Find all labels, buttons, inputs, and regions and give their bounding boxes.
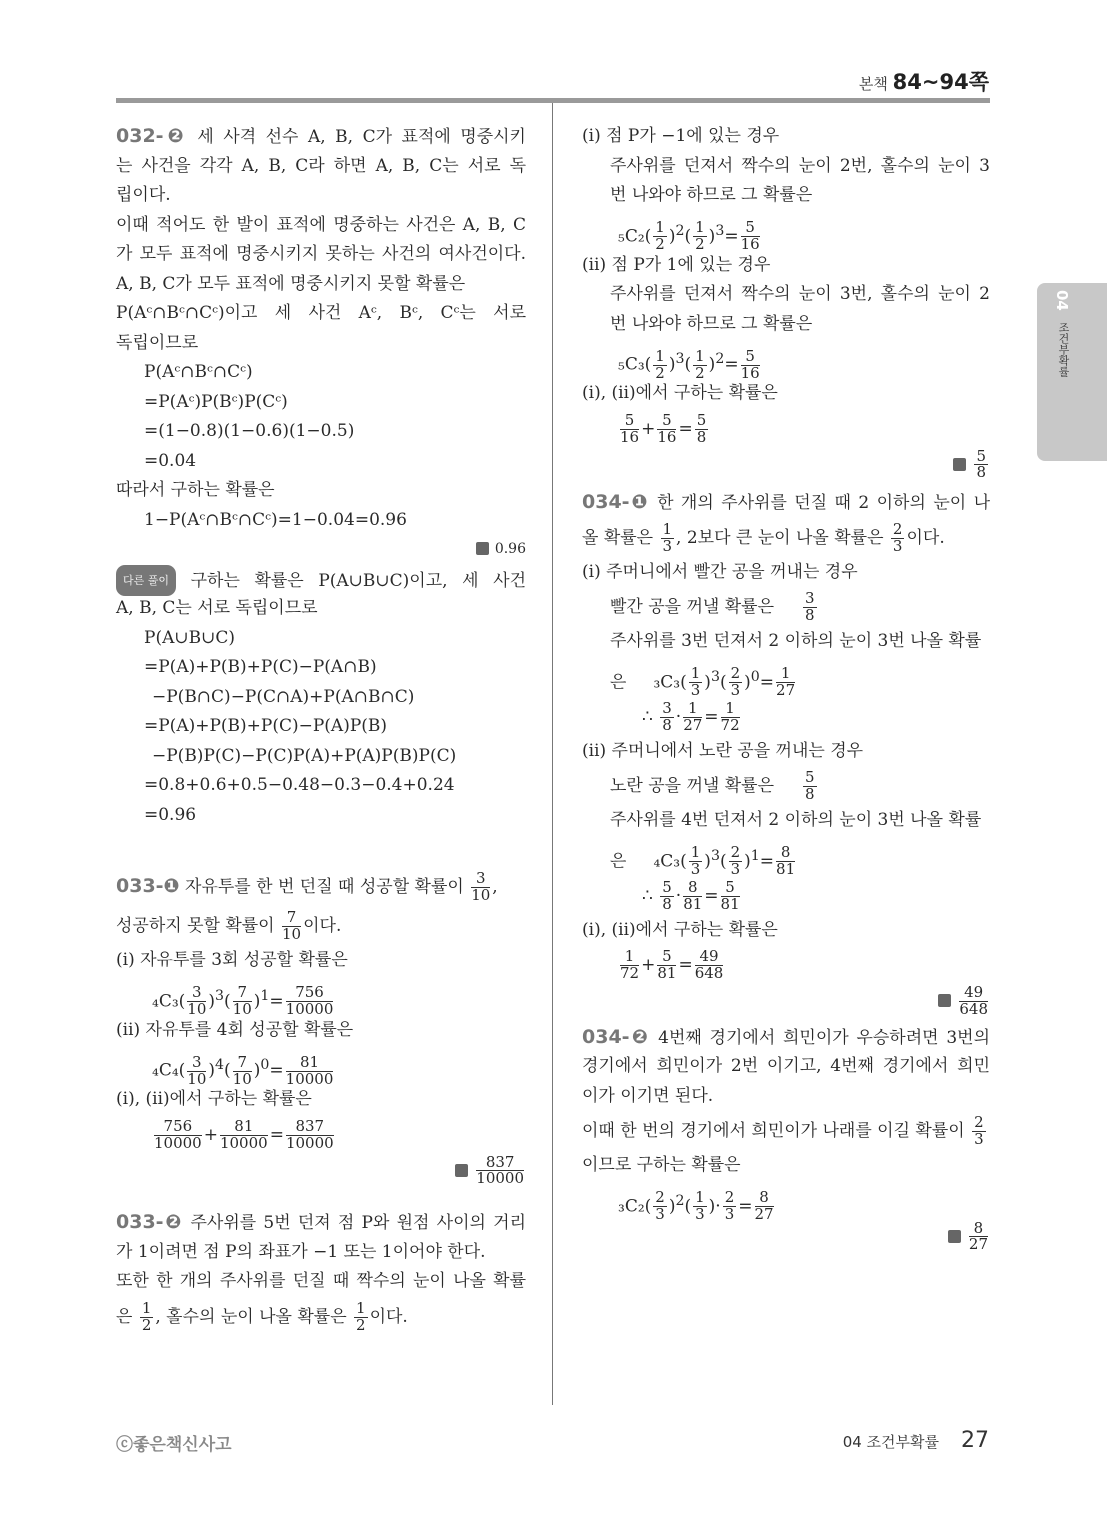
formula: $\frac{5}{16}$ + $\frac{5}{16}$ = $\frac{5}{8}$: [620, 410, 707, 446]
problem-033-2: 033-❷ 주사위를 5번 던져 점 P와 원점 사이의 거리 가 1이려면 점 P의 좌표가 −1 또는 1이어야 한다. 또한 한 개의 주사위를 던질 때 짝수의 눈이 나올 확률 은 $\frac{1}{2}$ , 홀수의 눈이 나올 확률은 $\frac{1}{2}$ 이다.: [116, 1211, 526, 1334]
formula: ∴ $\frac{3}{8}$ · $\frac{1}{27}$ = $\frac{1}{72}$: [642, 698, 740, 734]
problem-032-2: 032-❷ 세 사격 선수 A, B, C가 표적에 명중시키 는 사건을 각각 A, B, C라 하면 A, B, C는 서로 독 립이다. 이때 적어도 한 발이 표적에 명중하는 사건은 A, B, C 가 모두 표적에 명중시키지 못하는 사건의 여사건이다. A, B, C가 모두 표적에 명중시키지 못할 확률은 P(Aᶜ∩Bᶜ∩Cᶜ)이고 세 사건 Aᶜ, Bᶜ, Cᶜ는 서로 독립이므로 P(Aᶜ∩Bᶜ∩Cᶜ) =P(Aᶜ)P(Bᶜ)P(Cᶜ) =(1−0.8)(1−0.6)(1−0.5) =0.04 따라서 구하는 확률은 1−P(Aᶜ∩Bᶜ∩Cᶜ)=1−0.04=0.96 0.96: [116, 122, 526, 565]
problem-number: 034-❷: [582, 1025, 651, 1048]
left-column: [116, 122, 526, 1337]
problem-number: 033-❶: [116, 875, 180, 897]
answer: $\frac{8}{27}$: [582, 1221, 990, 1251]
formula: $\frac{1}{72}$ + $\frac{5}{81}$ = $\frac{49}{648}$: [620, 947, 724, 982]
answer-icon: [953, 458, 966, 471]
header-rule: [116, 98, 990, 103]
fraction: $\frac{3}{8}$: [805, 589, 815, 624]
page-range: 84~94쪽: [892, 70, 989, 94]
problem-number: 032-❷: [116, 125, 188, 147]
problem-number: 034-❶: [582, 491, 650, 513]
publisher-brand: ⓒ좋은책신사고: [116, 1435, 232, 1455]
page-header: 본책 84~94쪽: [858, 70, 989, 94]
answer-icon: [938, 994, 951, 1007]
formula: 은 ₄C₃( $\frac{1}{3}$ )$^3$( $\frac{2}{3}$ )$^1$= $\frac{8}{81}$: [610, 843, 796, 879]
formula: ₅C₃( $\frac{1}{2}$ )$^3$( $\frac{1}{2}$ )$^2$= $\frac{5}{16}$: [618, 346, 760, 382]
right-column: [582, 122, 991, 1254]
fraction: $\frac{2}{3}$: [892, 519, 903, 555]
formula: ₅C₂( $\frac{1}{2}$ )$^2$( $\frac{1}{2}$ )$^3$= $\frac{5}{16}$: [618, 218, 760, 254]
formula: ₄C₄( $\frac{3}{10}$ )$^4$( $\frac{7}{10}$ )$^0$= $\frac{81}{10000}$: [152, 1052, 334, 1088]
alternative-solution: 다른 풀이 구하는 확률은 P(A∪B∪C)이고, 세 사건 A, B, C는 서로 독립이므로 P(A∪B∪C) =P(A)+P(B)+P(C)−P(A∩B) −P(B∩C)−P(C∩A)+P(A∩B∩C) =P(A)+P(B)+P(C)−P(A)P(B) −P(B)P(C)−P(C)P(A)+P(A)P(B)P(C) =0.8+0.6+0.5−0.48−0.3−0.4+0.24 =0.96: [116, 565, 526, 831]
fraction: $\frac{1}{3}$: [662, 519, 673, 555]
answer: $\frac{837}{10000}$: [116, 1155, 526, 1185]
page-number: 27: [961, 1428, 989, 1453]
problem-034-2: 034-❷ 4번째 경기에서 희민이가 우승하려면 3번의 경기에서 희민이가 2번 이기고, 4번째 경기에서 희민 이가 이기면 된다. 이때 한 번의 경기에서 희민이가 나래를 이길 확률이 $\frac{2}{3}$ 이므로 구하는 확률은 ₃C₂( $\frac{2}{3}$ )$^2$( $\frac{1}{3}$ )· $\frac{2}{3}$ = $\frac{8}{27}$ $\frac{8}{27}$: [582, 1025, 990, 1254]
answer-icon: [455, 1164, 468, 1177]
answer: $\frac{5}{8}$: [582, 449, 990, 479]
formula: ∴ $\frac{5}{8}$ · $\frac{8}{81}$ = $\frac{5}{81}$: [642, 877, 740, 913]
column-divider: [552, 103, 553, 1405]
answer-icon: [476, 542, 489, 555]
fraction: $\frac{3}{10}$: [471, 869, 491, 904]
problem-033-1: 033-❶ 자유투를 한 번 던질 때 성공할 확률이 $\frac{3}{10}$ , 성공하지 못할 확률이 $\frac{7}{10}$ 이다. (ⅰ) 자유투를 3회 성공할 확률은 ₄C₃( $\frac{3}{10}$ )$^3$( $\frac{7}{10}$ )$^1$= $\frac{756}{10000}$ (ⅱ) 자유투를 4회 성공할 확률은 ₄C₄( $\frac{3}{10}$ )$^4$( $\frac{7}{10}$ )$^0$= $\frac{81}{10000}$ (ⅰ), (ⅱ)에서 구하는 확률은 $\frac{756}{10000}$ + $\frac{81}{10000}$ = $\frac{837}{10000}$ $\frac{837}{10000}$: [116, 869, 524, 1188]
formula: ₃C₂( $\frac{2}{3}$ )$^2$( $\frac{1}{3}$ )· $\frac{2}{3}$ = $\frac{8}{27}$: [618, 1188, 774, 1224]
page-footer: [843, 1428, 989, 1453]
fraction: $\frac{7}{10}$: [282, 908, 302, 943]
answer-icon: [948, 1230, 961, 1243]
chapter-title: 04 조건부확률: [842, 1433, 939, 1451]
problem-034-1: 034-❶ 한 개의 주사위를 던질 때 2 이하의 눈이 나 올 확률은 $\frac{1}{3}$ , 2보다 큰 눈이 나올 확률은 $\frac{2}{3}$ 이다. (ⅰ) 주머니에서 빨간 공을 꺼내는 경우 빨간 공을 꺼낼 확률은 $\frac{3}{8}$ 주사위를 3번 던져서 2 이하의 눈이 3번 나올 확률 은 ₃C₃( $\frac{1}{3}$ )$^3$( $\frac{2}{3}$ )$^0$= $\frac{1}{27}$ ∴ $\frac{3}{8}$ · $\frac{1}{27}$ = $\frac{1}{72}$ (ⅱ) 주머니에서 노란 공을 꺼내는 경우 노란 공을 꺼낼 확률은 $\frac{5}{8}$ 주사위를 4번 던져서 2 이하의 눈이 3번 나올 확률 은 ₄C₃( $\frac{1}{3}$ )$^3$( $\frac{2}{3}$ )$^1$= $\frac{8}{81}$ ∴ $\frac{5}{8}$ · $\frac{8}{81}$ = $\frac{5}{81}$ (ⅰ), (ⅱ)에서 구하는 확률은 $\frac{1}{72}$ + $\frac{5}{81}$ = $\frac{49}{648}$ $\frac{49}{648}$: [582, 491, 991, 1018]
fraction: $\frac{1}{2}$: [356, 1298, 366, 1334]
formula: 은 ₃C₃( $\frac{1}{3}$ )$^3$( $\frac{2}{3}$ )$^0$= $\frac{1}{27}$: [610, 664, 796, 700]
alt-solution-badge: 다른 풀이: [116, 565, 176, 597]
fraction: $\frac{5}{8}$: [805, 768, 815, 803]
formula: $\frac{756}{10000}$ + $\frac{81}{10000}$ = $\frac{837}{10000}$: [154, 1116, 334, 1152]
problem-033-2-continued: (ⅰ) 점 P가 −1에 있는 경우 주사위를 던져서 짝수의 눈이 2번, 홀수의 눈이 3 번 나와야 하므로 그 확률은 ₅C₂( $\frac{1}{2}$ )$^2$( $\frac{1}{2}$ )$^3$= $\frac{5}{16}$ (ⅱ) 점 P가 1에 있는 경우 주사위를 던져서 짝수의 눈이 3번, 홀수의 눈이 2 번 나와야 하므로 그 확률은 ₅C₃( $\frac{1}{2}$ )$^3$( $\frac{1}{2}$ )$^2$= $\frac{5}{16}$ (ⅰ), (ⅱ)에서 구하는 확률은 $\frac{5}{16}$ + $\frac{5}{16}$ = $\frac{5}{8}$ $\frac{5}{8}$: [582, 126, 990, 482]
answer: $\frac{49}{648}$: [582, 985, 990, 1015]
chapter-tab-number: 04: [1053, 290, 1071, 311]
fraction: $\frac{2}{3}$: [974, 1113, 984, 1148]
problem-number: 033-❷: [116, 1211, 184, 1233]
fraction: $\frac{1}{2}$: [141, 1298, 152, 1334]
answer: 0.96: [116, 535, 526, 565]
formula: ₄C₃( $\frac{3}{10}$ )$^3$( $\frac{7}{10}$ )$^1$= $\frac{756}{10000}$: [152, 983, 334, 1019]
chapter-tab-label: 조건부확률: [1057, 322, 1070, 377]
